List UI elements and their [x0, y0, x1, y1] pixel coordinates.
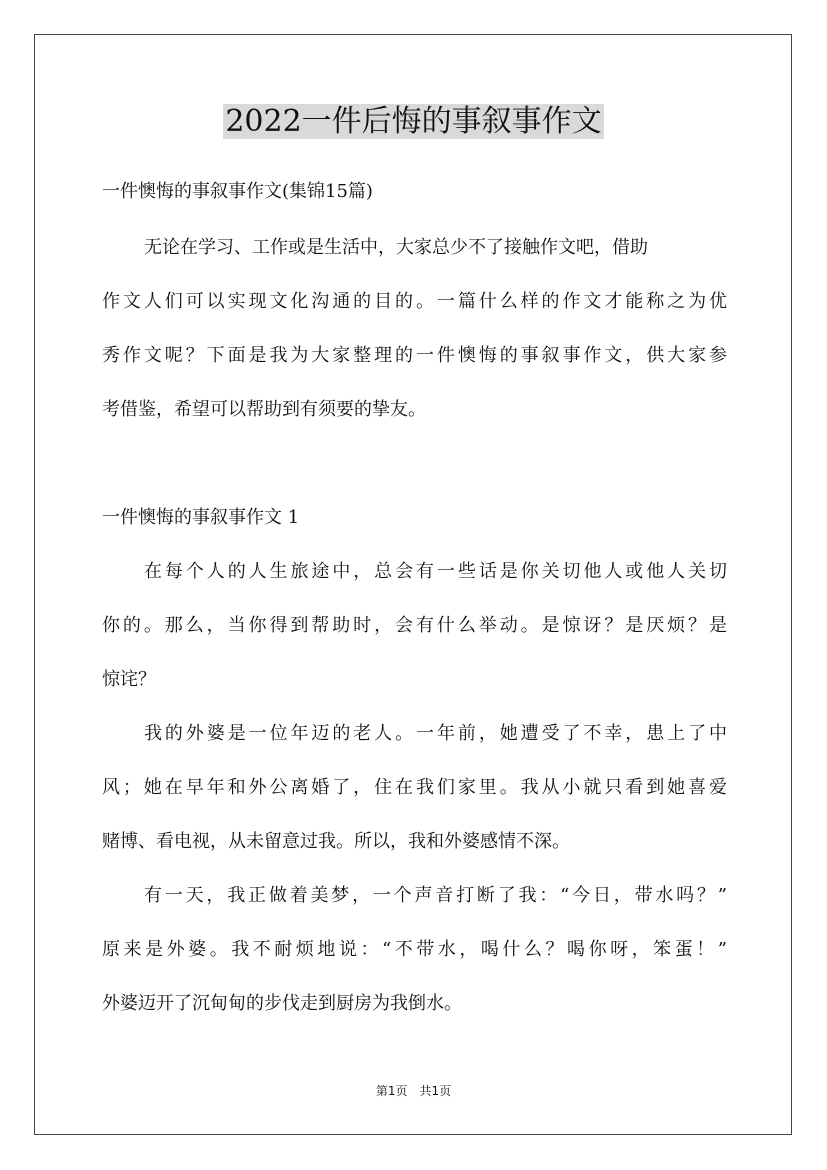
page-total: 共1页 [419, 1084, 452, 1098]
para1-line-3: 惊诧？ [102, 669, 156, 690]
intro-line-2: 作文人们可以实现文化沟通的目的。一篇什么样的作文才能称之为优 [102, 291, 727, 312]
para1-line-1: 在每个人的人生旅途中，总会有一些话是你关切他人或他人关切 [144, 561, 727, 582]
para3-line-2: 原来是外婆。我不耐烦地说：“不带水，喝什么？喝你呀，笨蛋！” [102, 939, 727, 960]
document-subtitle: 一件懊悔的事叙事作文(集锦15篇) [102, 181, 373, 202]
page-number: 第1页 [375, 1084, 408, 1098]
intro-line-3: 秀作文呢？下面是我为大家整理的一件懊悔的事叙事作文，供大家参 [102, 345, 727, 366]
intro-line-4: 考借鉴，希望可以帮助到有须要的挚友。 [102, 399, 426, 420]
para1-line-2: 你的。那么，当你得到帮助时，会有什么举动。是惊讶？是厌烦？是 [102, 615, 727, 636]
para2-line-2: 风；她在早年和外公离婚了，住在我们家里。我从小就只看到她喜爱 [102, 777, 727, 798]
para2-line-1: 我的外婆是一位年迈的老人。一年前，她遭受了不幸，患上了中 [144, 723, 727, 744]
page-footer [0, 1082, 827, 1099]
intro-line-1: 无论在学习、工作或是生活中，大家总少不了接触作文吧，借助 [144, 237, 648, 258]
para3-line-1: 有一天，我正做着美梦，一个声音打断了我：“今日，带水吗？” [144, 885, 727, 906]
document-title-text: 2022一件后悔的事叙事作文 [225, 104, 602, 139]
document-title [0, 100, 827, 144]
para3-line-3: 外婆迈开了沉甸甸的步伐走到厨房为我倒水。 [102, 993, 462, 1014]
section-heading: 一件懊悔的事叙事作文 1 [102, 507, 300, 528]
para2-line-3: 赌博、看电视，从未留意过我。所以，我和外婆感情不深。 [102, 831, 570, 852]
